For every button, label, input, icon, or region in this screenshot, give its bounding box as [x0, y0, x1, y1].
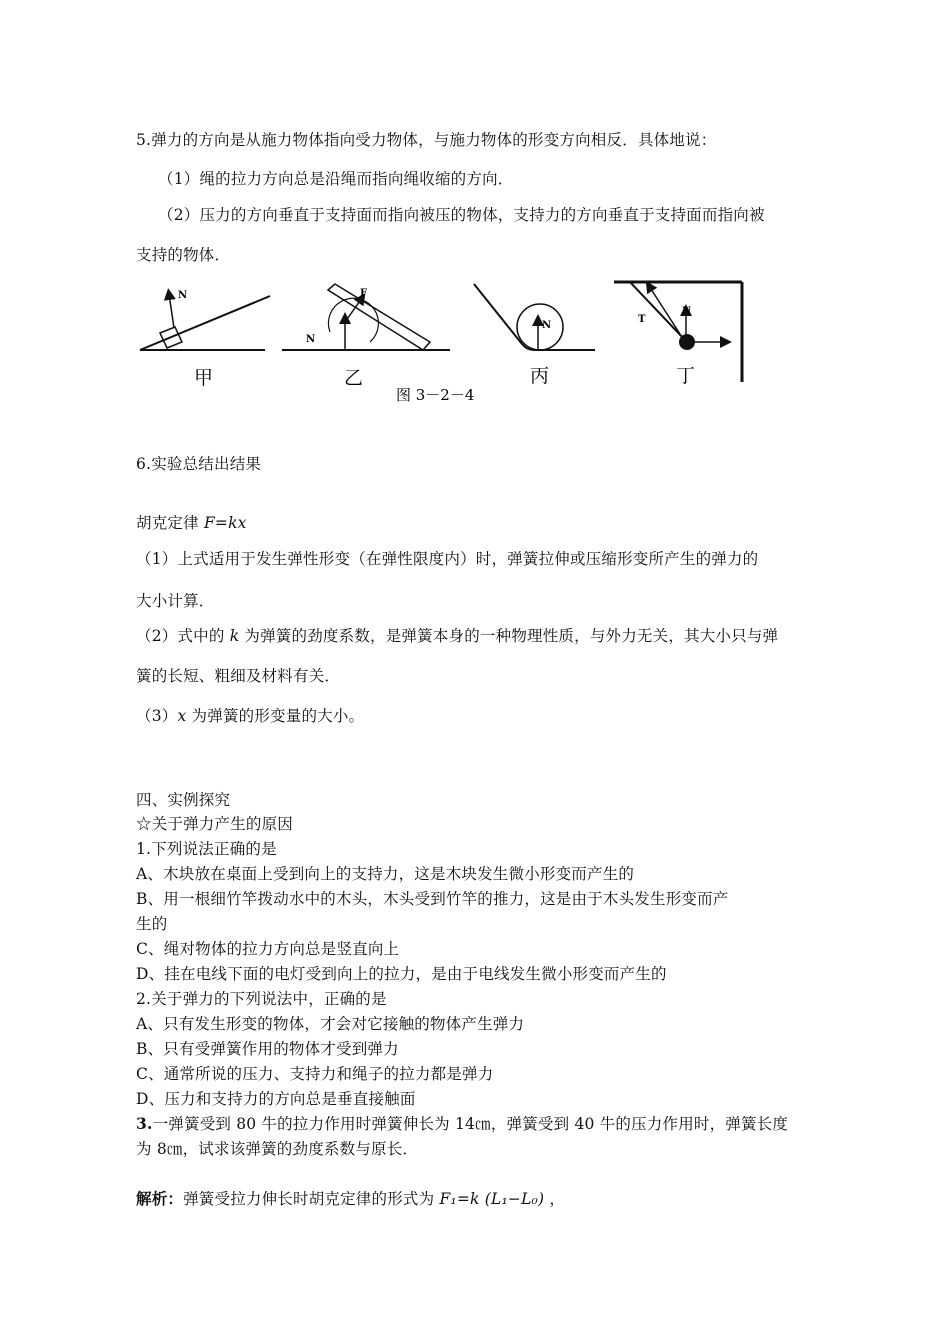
- q1-option-a: A、木块放在桌面上受到向上的支持力，这是木块发生微小形变而产生的: [136, 865, 635, 883]
- hooke-law: [136, 511, 247, 533]
- label-bing: 丙: [530, 365, 550, 387]
- q2-option-d: D、压力和支持力的方向总是垂直接触面: [136, 1090, 416, 1108]
- section6-p2-a: [136, 624, 778, 646]
- section4-title: 四、实例探究: [136, 791, 231, 809]
- section6-p3: [136, 704, 364, 726]
- q3-a: [136, 1112, 788, 1134]
- label-n-jia: N: [178, 290, 188, 301]
- q2-option-b: B、只有受弹簧作用的物体才受到弹力: [136, 1040, 399, 1058]
- analysis: [136, 1187, 565, 1209]
- q3-b: 为 8㎝，试求该弹簧的劲度系数与原长．: [136, 1140, 419, 1158]
- label-n-bing: N: [542, 320, 552, 331]
- section5-item1: （1）绳的拉力方向总是沿绳而指向绳收缩的方向．: [158, 170, 514, 188]
- q1: 1.下列说法正确的是: [136, 840, 277, 858]
- q2: 2.关于弹力的下列说法中，正确的是: [136, 990, 387, 1008]
- p3-pre: （3）: [136, 707, 178, 725]
- label-ding: 丁: [676, 365, 696, 387]
- q2-option-c: C、通常所说的压力、支持力和绳子的拉力都是弹力: [136, 1065, 494, 1083]
- section6-p2-b: 簧的长短、粗细及材料有关．: [136, 667, 341, 685]
- analysis-tail: ，: [544, 1190, 566, 1208]
- p2-post: 为弹簧的劲度系数，是弹簧本身的一种物理性质，与外力无关，其大小只与弹: [239, 627, 779, 645]
- section6-p1-a: （1）上式适用于发生弹性形变（在弹性限度内）时，弹簧拉伸或压缩形变所产生的弹力的: [136, 550, 759, 568]
- p3-post: 为弹簧的形变量的大小。: [186, 707, 365, 725]
- label-t-ding: T: [638, 314, 646, 325]
- hooke-law-prefix: 胡克定律: [136, 514, 204, 532]
- q2-option-a: A、只有发生形变的物体，才会对它接触的物体产生弹力: [136, 1015, 525, 1033]
- q1-option-d: D、挂在电线下面的电灯受到向上的拉力，是由于电线发生微小形变而产生的: [136, 965, 667, 983]
- diagram-bing: [474, 284, 595, 350]
- section5-item2-a: （2）压力的方向垂直于支持面而指向被压的物体，支持力的方向垂直于支持面而指向被: [158, 206, 765, 224]
- section6-title: 6.实验总结出结果: [136, 455, 262, 473]
- q1-option-c: C、绳对物体的拉力方向总是竖直向上: [136, 940, 400, 958]
- section5-title: 5.弹力的方向是从施力物体指向受力物体，与施力物体的形变方向相反．具体地说：: [136, 131, 717, 149]
- analysis-label: 解析：: [136, 1189, 184, 1208]
- p2-var: k: [229, 627, 240, 645]
- diagram-jia: [140, 294, 270, 350]
- figure-caption: 图 3－2－4: [396, 386, 475, 404]
- section6-p1-b: 大小计算．: [136, 592, 215, 610]
- q3-number: 3.: [136, 1114, 153, 1133]
- p2-pre: （2）式中的: [136, 627, 230, 645]
- label-yi: 乙: [344, 367, 364, 389]
- q1-option-b2: 生的: [136, 915, 168, 933]
- p3-var: x: [177, 707, 187, 725]
- label-jia: 甲: [194, 367, 214, 389]
- analysis-formula: F₁=k (L₁−L₀): [439, 1190, 545, 1208]
- figure-3-2-4: [130, 272, 750, 412]
- q1-option-b1: B、用一根细竹竿拨动水中的木头，木头受到竹竿的推力，这是由于木头发生形变而产: [136, 890, 729, 908]
- label-n-yi: N: [306, 334, 316, 345]
- analysis-text: 弹簧受拉力伸长时胡克定律的形式为: [183, 1190, 440, 1208]
- section4-topic: ☆关于弹力产生的原因: [136, 815, 294, 833]
- section5-item2-b: 支持的物体．: [136, 246, 231, 264]
- label-f-yi: F: [360, 288, 368, 299]
- hooke-law-formula: F=kx: [203, 514, 247, 532]
- q3-text-a: 一弹簧受到 80 牛的拉力作用时弹簧伸长为 14㎝，弹簧受到 40 牛的压力作用时，弹簧长度: [152, 1115, 789, 1133]
- label-n-ding: N: [682, 306, 692, 317]
